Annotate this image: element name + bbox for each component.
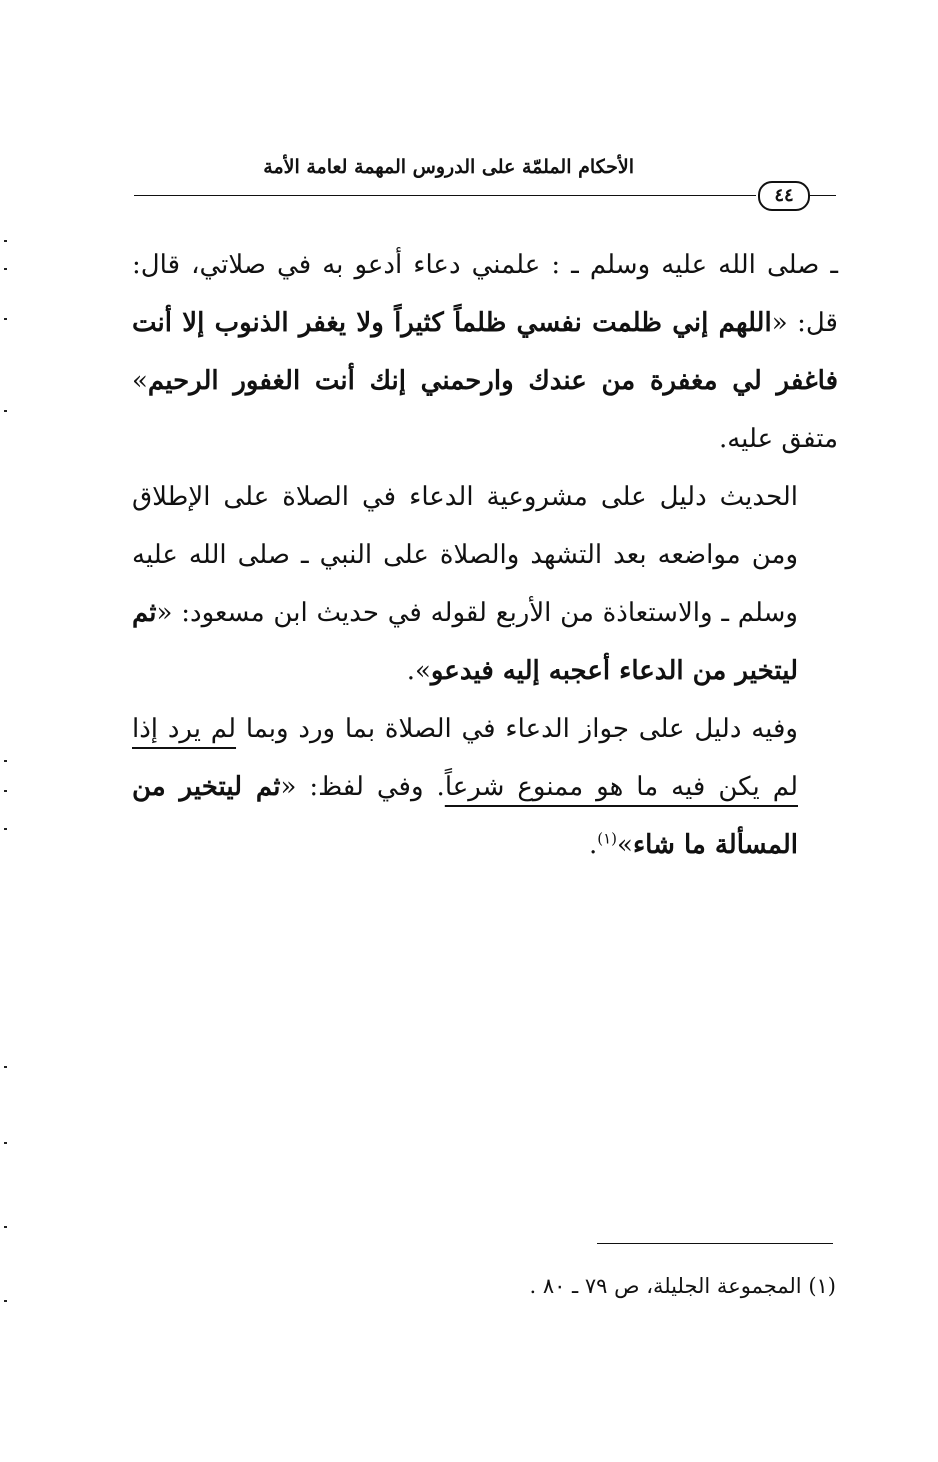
footnote: (١) المجموعة الجليلة، ص ٧٩ ـ ٨٠ .	[529, 1274, 836, 1298]
text-run: ».	[406, 656, 431, 686]
text-run: الحديث دليل على مشروعية الدعاء في الصلاة على الإطلاق ومن مواضعه بعد التشهد والصلاة على النبي ـ صلى الله عليه وسلم ـ والاستعاذة من الأربع لقوله في حديث ابن مسعود: «	[132, 482, 798, 628]
scan-edge-mark	[4, 1066, 7, 1068]
scan-edge-mark	[4, 760, 7, 762]
text-run: وفيه دليل على جواز الدعاء في الصلاة بما ورد وبما	[236, 714, 798, 744]
hadith-quote: ثم ليتخير من المسألة ما شاء	[132, 772, 798, 860]
page-header	[134, 152, 836, 222]
scan-edge-mark	[4, 240, 7, 242]
scan-edge-mark	[4, 1142, 7, 1144]
paragraph-2	[132, 468, 838, 700]
footnote-reference: (١)	[597, 829, 618, 848]
scan-edge-mark	[4, 1300, 7, 1302]
text-run: » متفق عليه.	[132, 366, 838, 454]
hadith-quote: ثم ليتخير من الدعاء أعجبه إليه فيدعو	[132, 598, 798, 686]
page-number-badge: ٤٤	[758, 181, 810, 211]
scan-edge-mark	[4, 410, 7, 412]
hadith-quote: اللهم إني ظلمت نفسي ظلماً كثيراً ولا يغفر الذنوب إلا أنت فاغفر لي مغفرة من عندك وارحمني إنك أنت الغفور الرحيم	[132, 308, 838, 396]
scan-edge-mark	[4, 1226, 7, 1228]
main-text	[132, 236, 838, 874]
paragraph-1	[132, 236, 838, 468]
scan-edge-mark	[4, 790, 7, 792]
header-rule	[134, 195, 756, 196]
scan-edge-mark	[4, 268, 7, 270]
text-run: ـ صلى الله عليه وسلم ـ : علمني دعاء أدعو به في صلاتي، قال: قل: «	[132, 250, 838, 338]
running-title: الأحكام الملمّة على الدروس المهمة لعامة الأمة	[263, 156, 634, 178]
footnote-separator	[597, 1243, 833, 1244]
scan-edge-mark	[4, 828, 7, 830]
text-run: . وفي لفظ: «	[280, 772, 445, 802]
underlined-phrase: لم يرد إذا لم يكن فيه ما هو ممنوع شرعاً	[132, 714, 798, 802]
header-rule-right	[810, 195, 836, 196]
scan-edge-mark	[4, 318, 7, 320]
text-run: .	[588, 830, 598, 860]
text-run: »	[617, 830, 633, 860]
paragraph-3	[132, 700, 838, 874]
